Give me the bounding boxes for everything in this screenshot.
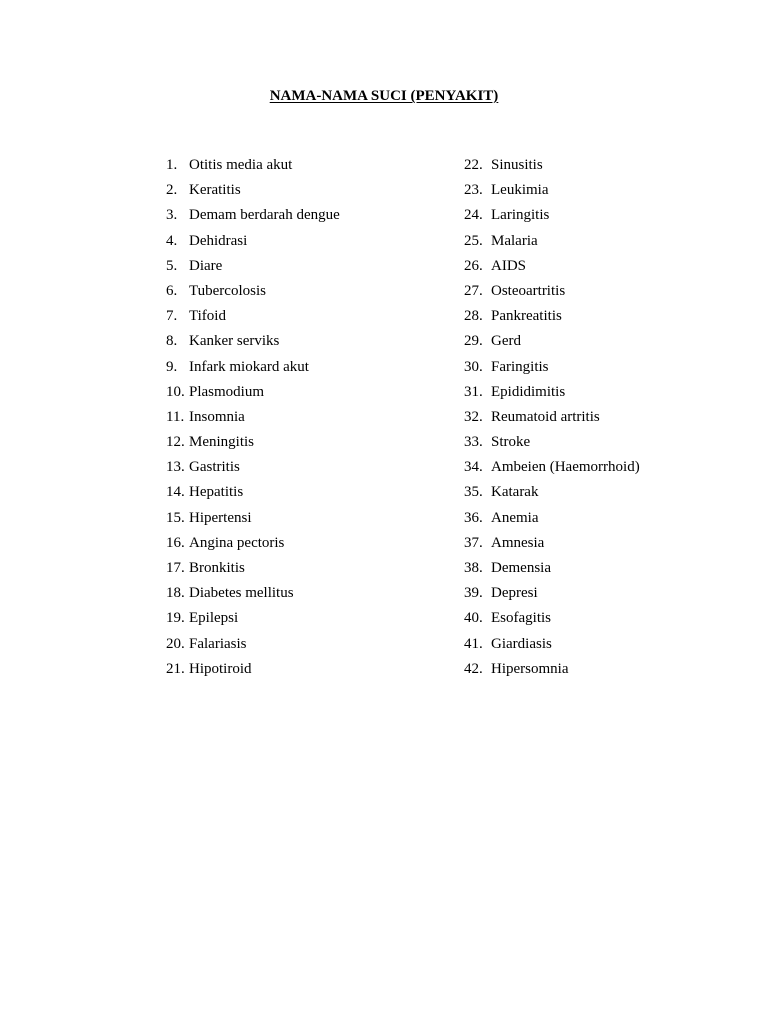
list-item bbox=[464, 559, 640, 584]
item-number: 17. bbox=[166, 560, 185, 576]
list-item bbox=[464, 408, 640, 433]
item-number: 24. bbox=[464, 207, 483, 224]
item-number: 16. bbox=[166, 534, 185, 551]
item-label: Keratitis bbox=[189, 182, 241, 199]
item-label: Insomnia bbox=[189, 408, 245, 425]
list-item bbox=[464, 458, 640, 483]
item-label: Epididimitis bbox=[491, 383, 566, 400]
item-label: Malaria bbox=[491, 232, 538, 249]
item-label: Hepatitis bbox=[189, 484, 244, 501]
item-number: 8. bbox=[166, 333, 178, 350]
list-item bbox=[166, 383, 340, 408]
item-number: 30. bbox=[464, 358, 483, 375]
list-item bbox=[166, 257, 340, 282]
list-item bbox=[464, 635, 640, 660]
item-number: 21. bbox=[166, 660, 185, 677]
item-number: 1. bbox=[166, 157, 178, 173]
list-item bbox=[464, 156, 640, 181]
item-label: Osteoartritis bbox=[491, 282, 566, 299]
item-number: 27. bbox=[464, 282, 483, 299]
list-item bbox=[464, 282, 640, 307]
item-number: 13. bbox=[166, 459, 185, 476]
list-item bbox=[464, 206, 640, 231]
item-number: 29. bbox=[464, 333, 483, 350]
item-number: 31. bbox=[464, 383, 483, 400]
item-label: Dehidrasi bbox=[189, 232, 248, 249]
item-label: Kanker serviks bbox=[189, 333, 280, 350]
item-number: 3. bbox=[166, 207, 178, 224]
item-number: 9. bbox=[166, 358, 178, 375]
list-item bbox=[166, 509, 340, 534]
list-item bbox=[464, 307, 640, 332]
item-number: 37. bbox=[464, 534, 483, 551]
disease-list-left bbox=[166, 156, 340, 685]
item-label: Giardiasis bbox=[491, 635, 552, 652]
item-number: 33. bbox=[464, 434, 483, 451]
list-item bbox=[166, 206, 340, 231]
item-number: 6. bbox=[166, 282, 178, 299]
list-item bbox=[166, 635, 340, 660]
item-number: 22. bbox=[464, 157, 483, 173]
list-item bbox=[166, 433, 340, 458]
item-label: Tifoid bbox=[189, 308, 226, 325]
item-label: Ambeien (Haemorrhoid) bbox=[491, 459, 640, 476]
list-item bbox=[464, 181, 640, 206]
item-label: Reumatoid artritis bbox=[491, 408, 600, 425]
list-item bbox=[464, 383, 640, 408]
list-item bbox=[166, 358, 340, 383]
item-number: 42. bbox=[464, 660, 483, 677]
item-label: Infark miokard akut bbox=[189, 358, 309, 375]
list-item bbox=[464, 483, 640, 508]
list-item bbox=[166, 156, 340, 181]
item-label: Bronkitis bbox=[189, 560, 245, 576]
item-label: Diare bbox=[189, 257, 223, 274]
item-label: Pankreatitis bbox=[491, 308, 562, 325]
list-item bbox=[464, 433, 640, 458]
list-item bbox=[166, 660, 340, 685]
item-number: 20. bbox=[166, 635, 185, 652]
item-label: Plasmodium bbox=[189, 383, 265, 400]
list-item bbox=[464, 609, 640, 634]
item-number: 2. bbox=[166, 182, 178, 199]
item-label: Otitis media akut bbox=[189, 157, 293, 173]
item-number: 26. bbox=[464, 257, 483, 274]
item-label: Hipotiroid bbox=[189, 660, 252, 677]
item-number: 19. bbox=[166, 610, 185, 627]
item-label: Gastritis bbox=[189, 459, 240, 476]
list-item bbox=[166, 483, 340, 508]
item-label: Diabetes mellitus bbox=[189, 585, 294, 602]
page-title: NAMA-NAMA SUCI (PENYAKIT) bbox=[269, 88, 499, 104]
item-label: Epilepsi bbox=[189, 610, 239, 627]
item-number: 10. bbox=[166, 383, 185, 400]
item-label: Angina pectoris bbox=[189, 534, 285, 551]
item-number: 36. bbox=[464, 509, 483, 526]
item-number: 32. bbox=[464, 408, 483, 425]
list-item bbox=[464, 534, 640, 559]
item-number: 4. bbox=[166, 232, 178, 249]
item-number: 28. bbox=[464, 308, 483, 325]
item-label: Gerd bbox=[491, 333, 521, 350]
list-item bbox=[166, 559, 340, 584]
item-label: Demam berdarah dengue bbox=[189, 207, 340, 224]
item-number: 38. bbox=[464, 560, 483, 576]
item-label: AIDS bbox=[491, 257, 527, 274]
item-label: Laringitis bbox=[491, 207, 550, 224]
list-item bbox=[166, 181, 340, 206]
item-number: 11. bbox=[166, 408, 185, 425]
list-item bbox=[464, 509, 640, 534]
item-number: 15. bbox=[166, 509, 185, 526]
list-item bbox=[166, 458, 340, 483]
list-item bbox=[166, 282, 340, 307]
item-label: Faringitis bbox=[491, 358, 549, 375]
list-item bbox=[464, 232, 640, 257]
list-item bbox=[464, 660, 640, 685]
item-label: Esofagitis bbox=[491, 610, 551, 627]
item-number: 41. bbox=[464, 635, 483, 652]
list-item bbox=[166, 408, 340, 433]
item-number: 7. bbox=[166, 308, 178, 325]
item-label: Demensia bbox=[491, 560, 551, 576]
list-item bbox=[166, 232, 340, 257]
disease-list-right bbox=[464, 156, 640, 685]
list-item bbox=[166, 307, 340, 332]
item-number: 14. bbox=[166, 484, 185, 501]
item-label: Tubercolosis bbox=[189, 282, 266, 299]
list-item bbox=[464, 358, 640, 383]
item-number: 5. bbox=[166, 257, 178, 274]
item-label: Sinusitis bbox=[491, 157, 543, 173]
item-label: Katarak bbox=[491, 484, 539, 501]
item-label: Depresi bbox=[491, 585, 538, 602]
list-item bbox=[464, 584, 640, 609]
item-label: Amnesia bbox=[491, 534, 545, 551]
item-label: Hipertensi bbox=[189, 509, 252, 526]
item-number: 39. bbox=[464, 585, 483, 602]
item-label: Anemia bbox=[491, 509, 539, 526]
item-number: 12. bbox=[166, 434, 185, 451]
list-item bbox=[166, 584, 340, 609]
item-label: Falariasis bbox=[189, 635, 247, 652]
list-item bbox=[166, 609, 340, 634]
item-label: Leukimia bbox=[491, 182, 549, 199]
item-label: Stroke bbox=[491, 434, 531, 451]
list-item bbox=[464, 332, 640, 357]
item-number: 34. bbox=[464, 459, 483, 476]
list-item bbox=[166, 534, 340, 559]
item-label: Meningitis bbox=[189, 434, 255, 451]
item-number: 25. bbox=[464, 232, 483, 249]
list-item bbox=[166, 332, 340, 357]
item-number: 40. bbox=[464, 610, 483, 627]
item-label: Hipersomnia bbox=[491, 660, 569, 677]
item-number: 18. bbox=[166, 585, 185, 602]
list-item bbox=[464, 257, 640, 282]
item-number: 23. bbox=[464, 182, 483, 199]
item-number: 35. bbox=[464, 484, 483, 501]
